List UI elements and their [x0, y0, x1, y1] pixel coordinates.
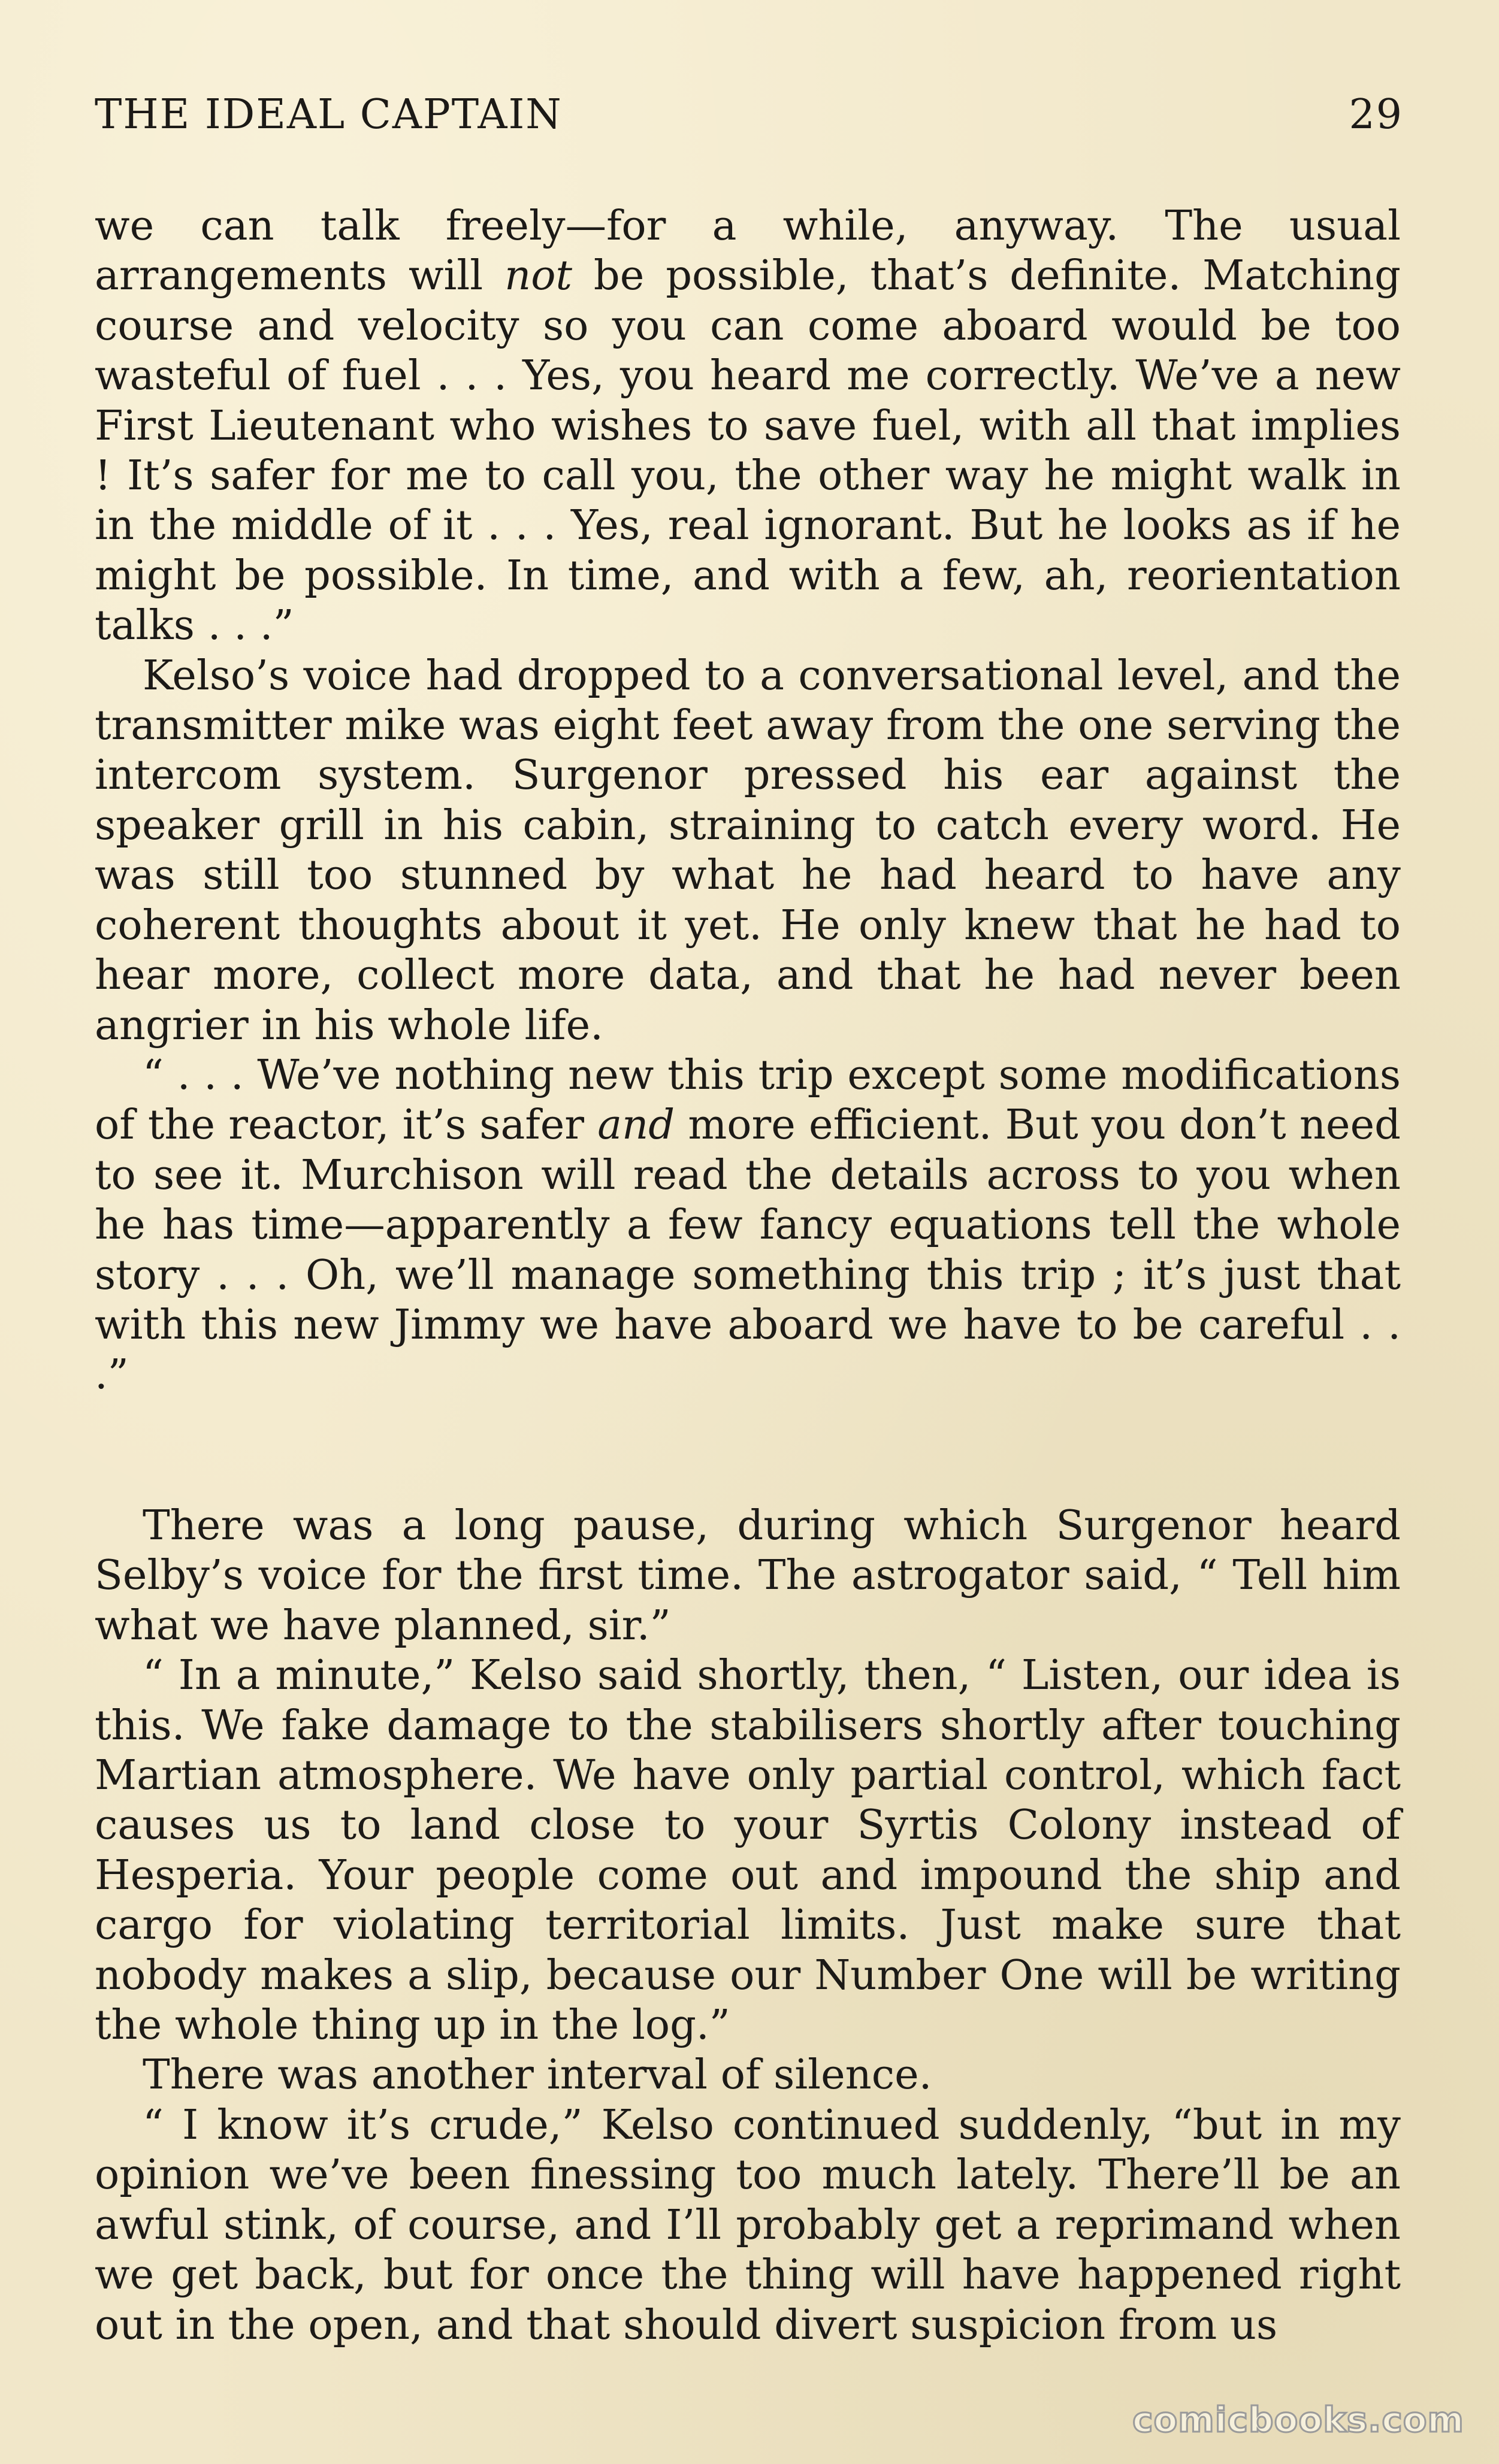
page-header	[95, 91, 1403, 157]
page-number: 29	[1349, 91, 1403, 138]
text-block-lower	[95, 1501, 1401, 2350]
paragraph-continued	[95, 201, 1401, 651]
paragraph: There was a long pause, during which Surgenor heard Selby’s voice for the first time. The astrogator said, “ Tell him what we have planned, sir.”	[95, 1502, 1401, 1649]
text-block-upper	[95, 201, 1401, 1400]
paragraph: There was another interval of silence.	[143, 2051, 932, 2099]
paragraph: Kelso’s voice had dropped to a conversational level, and the transmitter mike was eight feet away from the one serving the intercom system. Surgenor pressed his ear against the speaker grill in his cabin, straining to catch every word. He was still too stunned by what he had heard to have any coherent thoughts about it yet. He only knew that he had to hear more, collect more data, and that he had never been angrier in his whole life.	[95, 651, 1401, 1049]
paragraph-text: more efficient. But you don’t need to see it. Murchison will read the details across to you when he has time—apparently a few fancy equations tell the whole story . . . Oh, we’ll manage something this trip ; it’s just that with this new Jimmy we have aboard we have to be careful . . .”	[95, 1101, 1401, 1399]
paragraph: “ I know it’s crude,” Kelso continued suddenly, “but in my opinion we’ve been finessing too much lately. There’ll be an awful stink, of course, and I’ll probably get a reprimand when we get back, but for once the thing will have happened right out in the open, and that should divert suspicion from us	[95, 2100, 1401, 2349]
emphasis-text: not	[504, 252, 573, 300]
paragraph-text: we can talk freely—for a while, anyway. The usual arrangements will	[95, 202, 1401, 300]
paragraph	[95, 1051, 1401, 1400]
emphasis-text: and	[597, 1101, 675, 1149]
paragraph-text: “ . . . We’ve nothing new this trip except some modifications of the reactor, it’s safer	[95, 1051, 1401, 1149]
paragraph-text: be possible, that’s definite. Matching course and velocity so you can come aboard would be too wasteful of fuel . . . Yes, you heard me correctly. We’ve a new First Lieutenant who wishes to save fuel, with all that implies ! It’s safer for me to call you, the other way he might walk in in the middle of it . . . Yes, real ignorant. But he looks as if he might be possible. In time, and with a few, ah, reorientation talks . . .”	[95, 252, 1401, 650]
watermark-logo: comicbooks.com	[1132, 2399, 1464, 2440]
running-title: THE IDEAL CAPTAIN	[95, 91, 563, 138]
paragraph: “ In a minute,” Kelso said shortly, then, “ Listen, our idea is this. We fake damage to the stabilisers shortly after touching Martian atmosphere. We have only partial control, which fact causes us to land close to your Syrtis Colony instead of Hesperia. Your people come out and impound the ship and cargo for violating territorial limits. Just make sure that nobody makes a slip, because our Number One will be writing the whole thing up in the log.”	[95, 1651, 1401, 2050]
